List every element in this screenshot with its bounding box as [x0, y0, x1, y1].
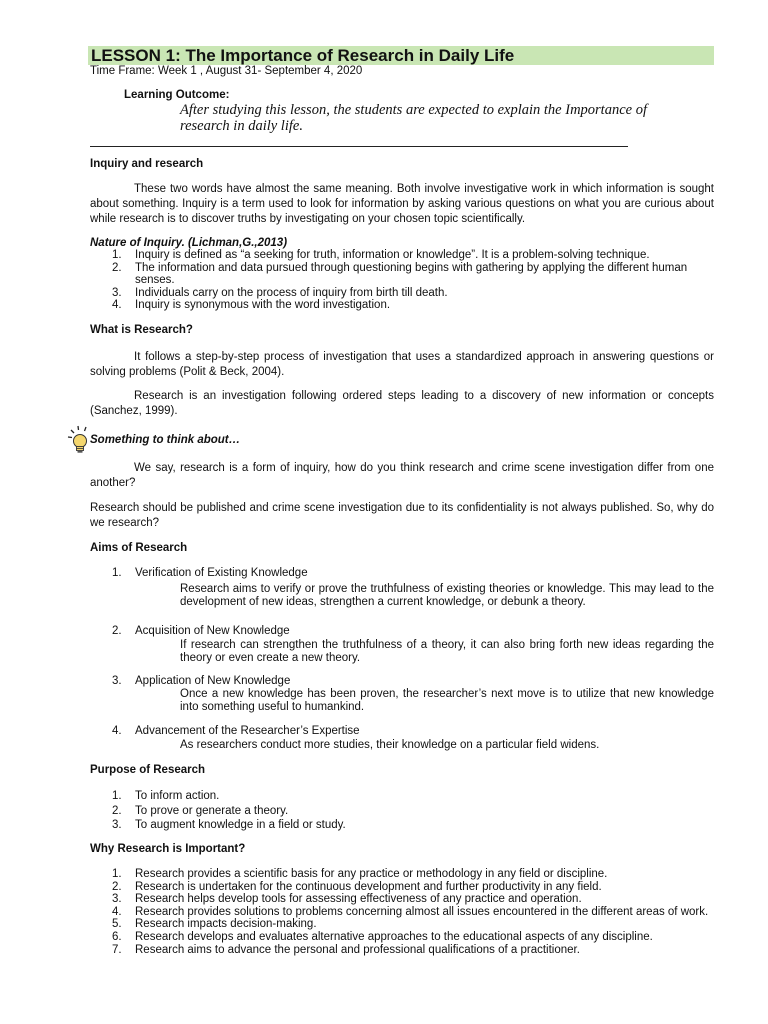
research-paragraph-2: Research is an investigation following ordered steps leading to a discovery of new information or concepts (Sanchez, 1999).	[90, 390, 714, 417]
learning-outcome-line-2: research in daily life.	[180, 118, 303, 134]
think-answer: Research should be published and crime scene investigation due to its confidentiality is not always published. So, why do we research?	[90, 502, 714, 529]
learning-outcome-line-1: After studying this lesson, the students are expected to explain the Importance of	[180, 102, 647, 118]
list-item: 5. Research impacts decision-making.	[112, 918, 317, 931]
aim-item-description: As researchers conduct more studies, their knowledge on a particular field widens.	[180, 739, 600, 751]
aim-item-title: 4. Advancement of the Researcher’s Expertise	[112, 725, 360, 737]
why-research-list	[112, 868, 714, 956]
nature-of-inquiry-list	[112, 249, 714, 312]
aim-item-title: 1. Verification of Existing Knowledge	[112, 567, 308, 579]
aim-item-description: Once a new knowledge has been proven, the researcher’s next move is to utilize that new knowledge into something useful to humankind.	[180, 688, 714, 713]
think-question: We say, research is a form of inquiry, how do you think research and crime scene investigation differ from one another?	[90, 462, 714, 489]
section-heading-something-to-think-about: Something to think about…	[90, 434, 241, 446]
separator-line	[90, 146, 628, 147]
aim-item-description: If research can strengthen the truthfulness of a theory, it can also bring forth new ideas regarding the theory or even create a new theory.	[180, 639, 714, 664]
section-heading-purpose-of-research: Purpose of Research	[90, 764, 206, 776]
time-frame: Time Frame: Week 1 , August 31- September 4, 2020	[90, 65, 363, 77]
list-item: 1. To inform action.	[112, 790, 220, 802]
list-item: 3. Individuals carry on the process of inquiry from birth till death.	[112, 286, 448, 299]
section-heading-nature-of-inquiry: Nature of Inquiry. (Lichman,G.,2013)	[90, 237, 288, 249]
list-item: 4. Research provides solutions to problems concerning almost all issues encountered in the different areas of work.	[112, 905, 709, 918]
aim-item-title: 3. Application of New Knowledge	[112, 675, 291, 687]
list-item: 1. Research provides a scientific basis for any practice or methodology in any field or discipline.	[112, 868, 608, 880]
list-item: 7. Research aims to advance the personal and professional qualifications of a practitioner.	[112, 943, 580, 956]
inquiry-paragraph: These two words have almost the same meaning. Both involve investigative work in which information is sought about something. Inquiry is a term used to look for information by asking various questions on what you are curious about while research is to discover truths by investigating on your chosen topic scientifically.	[90, 183, 714, 225]
aim-item-title: 2. Acquisition of New Knowledge	[112, 625, 290, 637]
list-item: 3. To augment knowledge in a field or study.	[112, 819, 346, 831]
list-item: 3. Research helps develop tools for assessing effectiveness of any practice and operation.	[112, 893, 582, 906]
list-item: 1. Inquiry is defined as “a seeking for truth, information or knowledge”. It is a problem-solving technique.	[112, 249, 650, 261]
list-item: 6. Research develops and evaluates alternative approaches to the educational aspects of any discipline.	[112, 930, 653, 943]
list-item: 2. To prove or generate a theory.	[112, 804, 289, 817]
purpose-list	[112, 789, 714, 833]
section-heading-why-research-is-important: Why Research is Important?	[90, 843, 246, 855]
section-heading-aims-of-research: Aims of Research	[90, 542, 188, 554]
list-item: 2. Research is undertaken for the continuous development and further productivity in any field.	[112, 880, 602, 893]
lesson-title: LESSON 1: The Importance of Research in Daily Life	[91, 46, 515, 65]
research-paragraph-1: It follows a step-by-step process of investigation that uses a standardized approach in answering questions or solving problems (Polit & Beck, 2004).	[90, 351, 714, 378]
list-item: 4. Inquiry is synonymous with the word investigation.	[112, 299, 391, 312]
list-item: 2. The information and data pursued through questioning begins with gathering by applying the different human senses.	[112, 261, 688, 287]
learning-outcome-label: Learning Outcome:	[124, 89, 230, 101]
aim-item-description: Research aims to verify or prove the truthfulness of existing theories or knowledge. This may lead to the development of new ideas, strengthen a current knowledge, or debunk a theory.	[180, 583, 714, 608]
section-heading-inquiry: Inquiry and research	[90, 158, 204, 170]
section-heading-what-is-research: What is Research?	[90, 324, 193, 336]
